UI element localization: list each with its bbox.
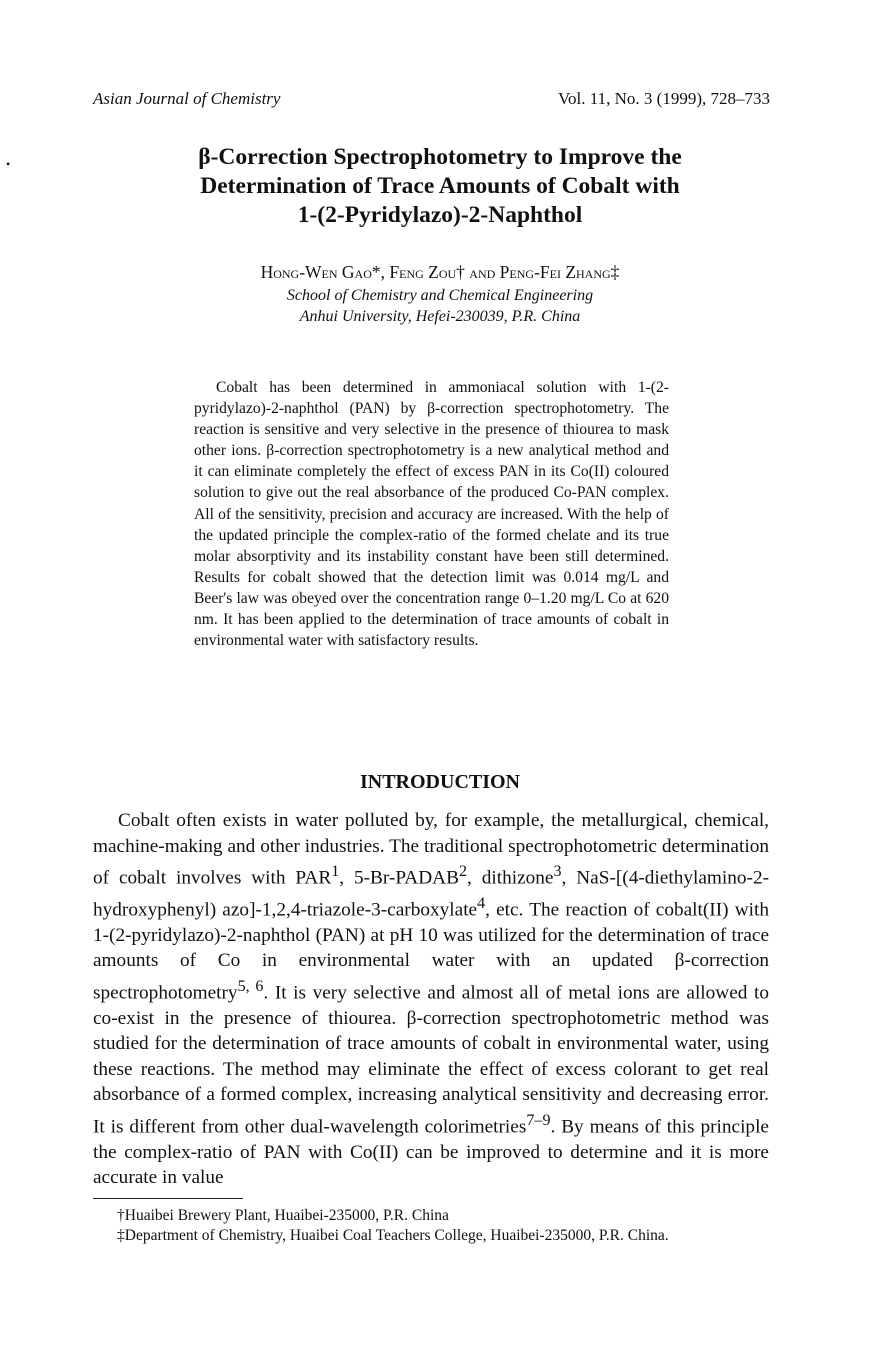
footnote-divider (93, 1198, 243, 1199)
volume-info: Vol. 11, No. 3 (1999), 728–733 (557, 89, 770, 108)
journal-name: Asian Journal of Chemistry (93, 89, 281, 108)
citation-ref: 2 (458, 863, 467, 880)
title-line-3: 1-(2-Pyridylazo)-2-Naphthol (297, 202, 583, 228)
citation-ref: 4 (477, 894, 486, 912)
footnote-1: †Huaibei Brewery Plant, Huaibei-235000, P.R. China (117, 1207, 449, 1224)
margin-speck: • (6, 157, 11, 171)
affiliation-line-1: School of Chemistry and Chemical Engineering (286, 287, 594, 304)
citation-ref: 7–9 (526, 1111, 551, 1129)
affiliation (90, 285, 790, 327)
abstract (194, 377, 669, 651)
affiliation-line-2: Anhui University, Hefei-230039, P.R. China (299, 308, 581, 325)
paper-title (90, 143, 790, 230)
author-list: Hong-Wen Gao*, Feng Zou† and Peng-Fei Zhang‡ (260, 262, 620, 282)
citation-ref: 3 (553, 863, 562, 880)
title-line-1: β-Correction Spectrophotometry to Improve the (198, 144, 682, 170)
introduction-body (93, 808, 769, 1191)
section-heading-introduction: INTRODUCTION (359, 771, 521, 793)
title-line-2: Determination of Trace Amounts of Cobalt with (200, 173, 680, 199)
footnote-2: ‡Department of Chemistry, Huaibei Coal Teachers College, Huaibei-235000, P.R. China. (117, 1227, 669, 1244)
introduction-paragraph: Cobalt often exists in water polluted by, for example, the metallurgical, chemical, machine-making and other industries. The traditional spectrophotometric determination of cobalt involves with PAR$^1$, 5-Br-PADAB$^2$, dithizone$^3$, NaS-[(4-diethylamino-2-hydroxyphenyl) azo]-1,2,4-triazole-3-carboxylate$^4$, etc. The reaction of cobalt(II) with 1-(2-pyridylazo)-2-naphthol (PAN) at pH 10 was utilized for the determination of trace amounts of Co in environmental water with an updated β-correction spectrophotometry$^{5, 6}$. It is very selective and almost all of metal ions are allowed to co-exist in the presence of thiourea. β-correction spectrophotometric method was studied for the determination of trace amounts of cobalt in environmental water, using these reactions. The method may eliminate the effect of excess colorant to get real absorbance of a formed complex, increasing analytical sensitivity and decreasing error. It is different from other dual-wavelength colorimetries$^{7-9}$. By means of this principle the complex-ratio of PAN with Co(II) can be improved to determine and it is more accurate in value (93, 810, 770, 1189)
citation-ref: 1 (331, 863, 340, 880)
citation-ref: 5, 6 (237, 977, 264, 995)
abstract-text: Cobalt has been determined in ammoniacal solution with 1-(2-pyridylazo)-2-naphthol (PAN) by β-correction spectrophotometry. The reaction is sensitive and very selective in the presence of thiourea to mask other ions. β-correction spectrophotometry is a new analytical method and it can eliminate completely the effect of excess PAN in its Co(II) coloured solution to give out the real absorbance of the produced Co-PAN complex. All of the sensitivity, precision and accuracy are increased. With the help of the updated principle the complex-ratio of the formed chelate and its true molar absorptivity and its instability constant have been still determined. Results for cobalt showed that the detection limit was 0.014 mg/L and Beer's law was obeyed over the concentration range 0–1.20 mg/L Co at 620 nm. It has been applied to the determination of trace amounts of cobalt in environmental water with satisfactory results. (194, 379, 669, 650)
